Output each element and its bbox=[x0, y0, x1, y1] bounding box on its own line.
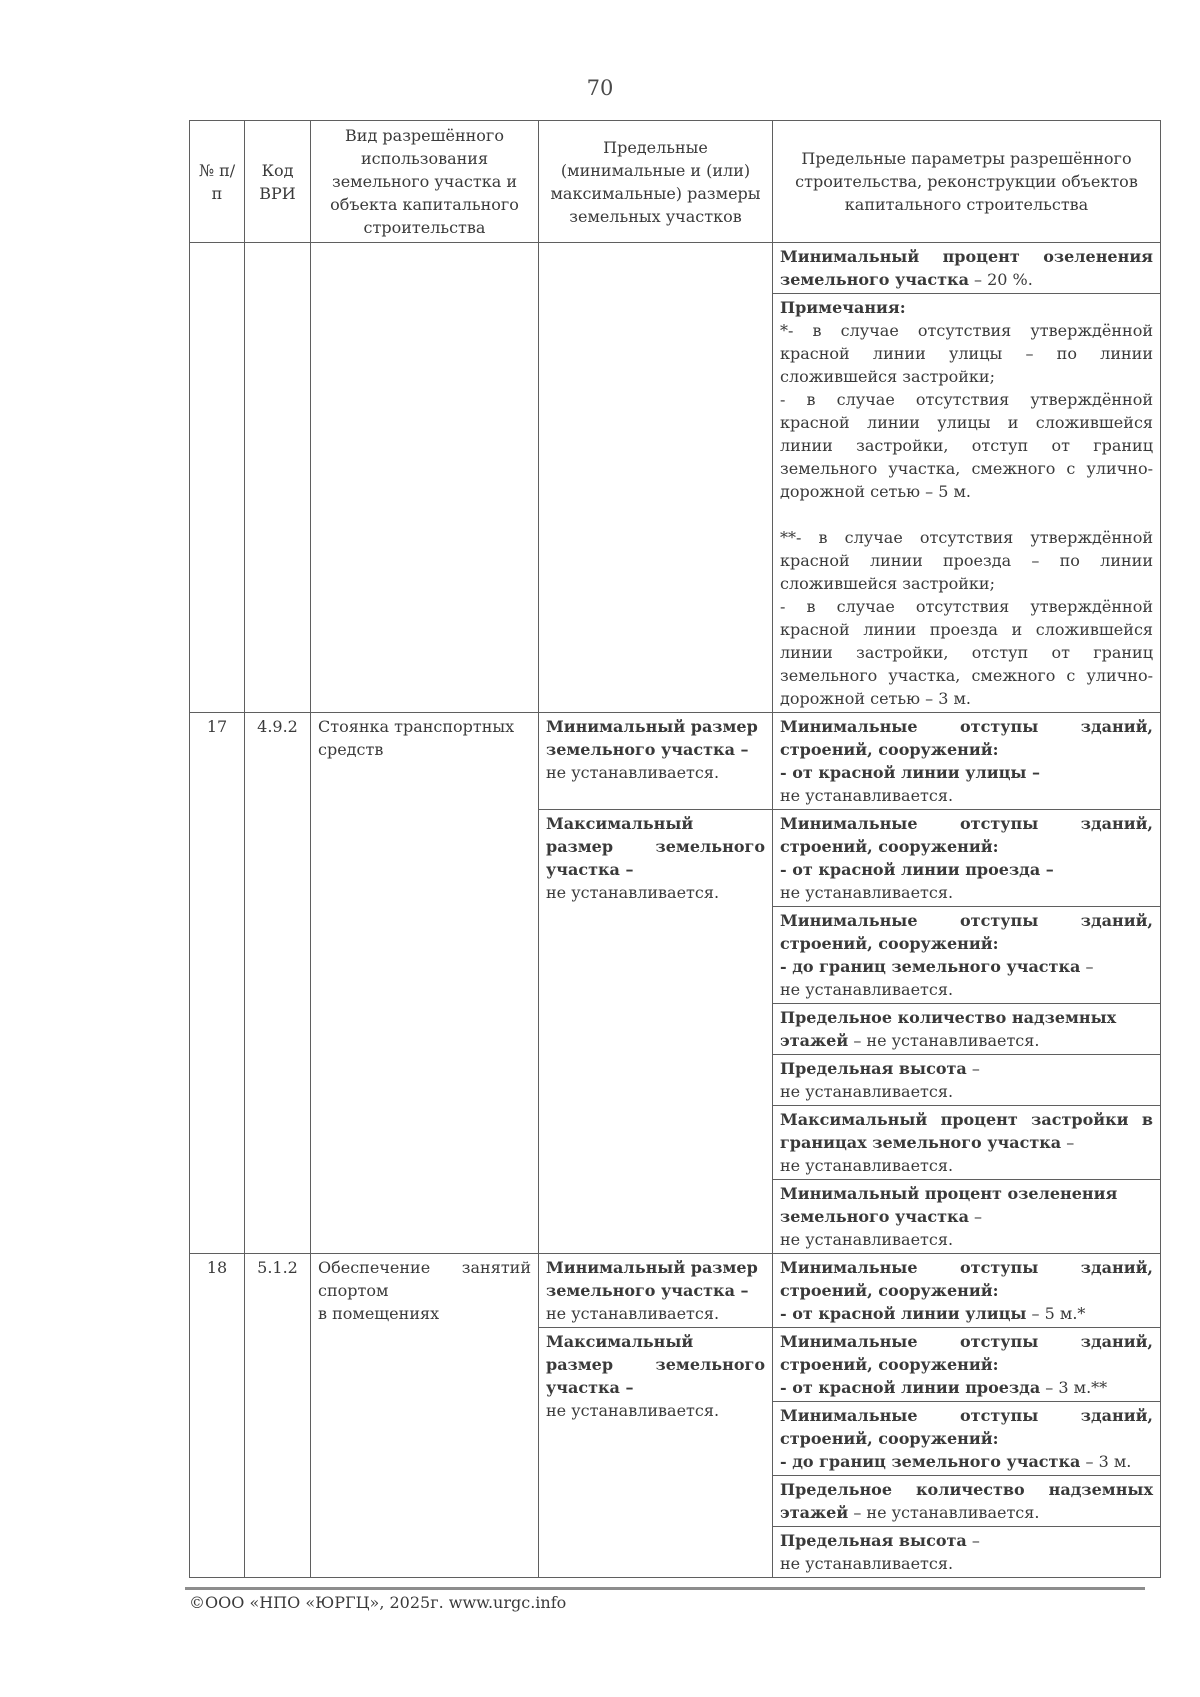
param-subtitle: - от красной линии проезда – bbox=[780, 860, 1054, 879]
table-row bbox=[190, 243, 1161, 294]
note-text: - в случае отсутствия утверждённой красной линии улицы и сложившейся линии застройки, отступ от границ земельного участка, смежного с улично-дорожной сетью – 5 м. bbox=[780, 390, 1153, 501]
header-num: № п/п bbox=[190, 121, 245, 243]
param-cell bbox=[773, 1004, 1161, 1055]
footer-copyright: ©ООО «НПО «ЮРГЦ», 2025г. www.urgc.info bbox=[189, 1593, 567, 1612]
vri-line: в помещениях bbox=[318, 1304, 440, 1323]
max-size-cell bbox=[539, 810, 773, 1254]
param-dash: – bbox=[968, 1207, 983, 1226]
param-title: Минимальный процент озеленения земельного участка bbox=[780, 1184, 1118, 1226]
param-value: не устанавливается. bbox=[780, 883, 954, 902]
param-value: – 3 м.** bbox=[1040, 1378, 1108, 1397]
min-size-value: не устанавливается. bbox=[546, 1304, 720, 1323]
param-cell bbox=[773, 243, 1161, 294]
table-header-row bbox=[190, 121, 1161, 243]
row-code: 5.1.2 bbox=[245, 1254, 311, 1578]
param-value: не устанавливается. bbox=[780, 1082, 954, 1101]
param-title: Минимальные отступы зданий, строений, сооружений: bbox=[780, 1332, 1153, 1374]
param-cell bbox=[773, 1180, 1161, 1254]
param-value: не устанавливается. bbox=[780, 980, 954, 999]
param-cell bbox=[773, 1476, 1161, 1527]
param-subtitle: - до границ земельного участка bbox=[780, 957, 1081, 976]
param-subtitle: - от красной линии улицы – bbox=[780, 763, 1041, 782]
param-cell bbox=[773, 810, 1161, 907]
param-dash: – bbox=[966, 1531, 980, 1550]
page-number: 70 bbox=[586, 76, 614, 100]
param-value: не устанавливается. bbox=[780, 1554, 954, 1573]
param-value: – 20 %. bbox=[968, 270, 1033, 289]
param-subtitle: - от красной линии проезда bbox=[780, 1378, 1041, 1397]
param-value: – не устанавливается. bbox=[848, 1503, 1040, 1522]
header-code: Код ВРИ bbox=[245, 121, 311, 243]
notes-cell bbox=[773, 294, 1161, 713]
note-text: - в случае отсутствия утверждённой красной линии проезда и сложившейся линии застройки, отступ от границ земельного участка, смежного с улично-дорожной сетью – 3 м. bbox=[780, 597, 1153, 708]
param-value: – 3 м. bbox=[1080, 1452, 1132, 1471]
table-row bbox=[190, 713, 1161, 810]
min-size-cell bbox=[539, 713, 773, 810]
min-size-title: Минимальный размер земельного участка – bbox=[546, 717, 758, 759]
param-cell bbox=[773, 1527, 1161, 1578]
param-cell bbox=[773, 907, 1161, 1004]
max-size-value: не устанавливается. bbox=[546, 883, 720, 902]
param-value: не устанавливается. bbox=[780, 1230, 954, 1249]
param-cell bbox=[773, 1328, 1161, 1402]
param-cell bbox=[773, 1055, 1161, 1106]
header-vri: Вид разрешённого использования земельного участка и объекта капитального строительства bbox=[311, 121, 539, 243]
param-title: Минимальные отступы зданий, строений, сооружений: bbox=[780, 1258, 1153, 1300]
notes-title: Примечания: bbox=[780, 298, 906, 317]
min-size-value: не устанавливается. bbox=[546, 763, 720, 782]
param-title: Предельная высота bbox=[780, 1059, 967, 1078]
param-title: Минимальные отступы зданий, строений, сооружений: bbox=[780, 717, 1153, 759]
param-title: Предельное количество надземных этажей bbox=[780, 1008, 1117, 1050]
param-value: – не устанавливается. bbox=[848, 1031, 1040, 1050]
param-cell bbox=[773, 1254, 1161, 1328]
max-size-cell bbox=[539, 1328, 773, 1578]
vri-line: Обеспечение занятий спортом bbox=[318, 1258, 531, 1300]
regulations-table bbox=[189, 120, 1161, 1578]
param-title: Минимальные отступы зданий, строений, сооружений: bbox=[780, 911, 1153, 953]
param-cell bbox=[773, 1106, 1161, 1180]
param-title: Минимальный процент озеленения земельного участка bbox=[780, 247, 1153, 289]
max-size-title: Максимальный размер земельного участка – bbox=[546, 814, 765, 879]
footer-divider bbox=[185, 1587, 1145, 1590]
row-number: 18 bbox=[190, 1254, 245, 1578]
note-text: **- в случае отсутствия утверждённой красной линии проезда – по линии сложившейся застройки; bbox=[780, 528, 1153, 593]
param-cell bbox=[773, 1402, 1161, 1476]
param-title: Минимальные отступы зданий, строений, сооружений: bbox=[780, 814, 1153, 856]
max-size-value: не устанавливается. bbox=[546, 1401, 720, 1420]
param-dash: – bbox=[1061, 1133, 1075, 1152]
table-row bbox=[190, 1254, 1161, 1328]
row-code: 4.9.2 bbox=[245, 713, 311, 1254]
row-number: 17 bbox=[190, 713, 245, 1254]
param-value: не устанавливается. bbox=[780, 1156, 954, 1175]
header-parameters: Предельные параметры разрешённого строительства, реконструкции объектов капитального строительства bbox=[773, 121, 1161, 243]
header-plot-size: Предельные (минимальные и (или) максимальные) размеры земельных участков bbox=[539, 121, 773, 243]
max-size-title: Максимальный размер земельного участка – bbox=[546, 1332, 765, 1397]
param-title: Предельное количество надземных этажей bbox=[780, 1480, 1153, 1522]
row-vri: Стоянка транспортных средств bbox=[311, 713, 539, 1254]
param-cell bbox=[773, 713, 1161, 810]
param-subtitle: - от красной линии улицы bbox=[780, 1304, 1027, 1323]
param-title: Предельная высота bbox=[780, 1531, 967, 1550]
min-size-title: Минимальный размер земельного участка – bbox=[546, 1258, 758, 1300]
param-subtitle: - до границ земельного участка bbox=[780, 1452, 1081, 1471]
param-dash: – bbox=[1080, 957, 1094, 976]
param-title: Минимальные отступы зданий, строений, сооружений: bbox=[780, 1406, 1153, 1448]
min-size-cell bbox=[539, 1254, 773, 1328]
param-value: не устанавливается. bbox=[780, 786, 954, 805]
param-title: Максимальный процент застройки в границах земельного участка bbox=[780, 1110, 1153, 1152]
param-value: – 5 м.* bbox=[1026, 1304, 1086, 1323]
note-text: *- в случае отсутствия утверждённой красной линии улицы – по линии сложившейся застройки; bbox=[780, 321, 1153, 386]
param-dash: – bbox=[966, 1059, 980, 1078]
row-vri bbox=[311, 1254, 539, 1578]
